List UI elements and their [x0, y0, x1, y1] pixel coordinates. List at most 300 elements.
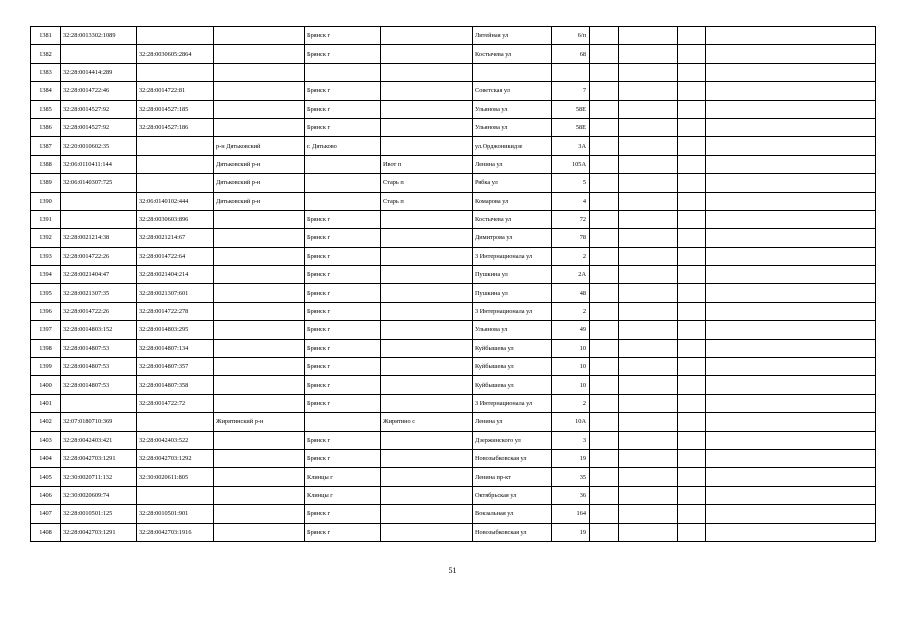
empty-cell	[619, 468, 678, 486]
empty-cell	[706, 413, 876, 431]
empty-cell	[678, 302, 706, 320]
cadastral-number-land: 32:30:0020609:74	[61, 486, 137, 504]
street-cell: Ульянова ул	[473, 100, 552, 118]
street-cell: Октябрьская ул	[473, 486, 552, 504]
settlement-cell	[381, 118, 473, 136]
cadastral-number-building: 32:28:0030605:2864	[137, 45, 214, 63]
settlement-cell	[381, 82, 473, 100]
district-cell: Дятьковский р-н	[214, 174, 305, 192]
table-row	[31, 45, 876, 63]
cadastral-number-land: 32:28:0014807:53	[61, 339, 137, 357]
settlement-cell: Ивот п	[381, 155, 473, 173]
cadastral-number-land: 32:28:0042703:1291	[61, 449, 137, 467]
settlement-cell	[381, 247, 473, 265]
cadastral-number-land: 32:28:0021214:38	[61, 229, 137, 247]
house-cell: 10	[552, 339, 590, 357]
cadastral-number-land: 32:28:0010501:125	[61, 505, 137, 523]
street-cell: Ленина пр-кт	[473, 468, 552, 486]
empty-cell	[706, 523, 876, 541]
empty-cell	[678, 376, 706, 394]
row-number: 1395	[31, 284, 61, 302]
empty-cell	[590, 155, 619, 173]
street-cell: 3 Интернационала ул	[473, 302, 552, 320]
district-cell	[214, 394, 305, 412]
street-cell: Дзержинского ул	[473, 431, 552, 449]
empty-cell	[619, 284, 678, 302]
city-cell: Брянск г	[305, 358, 381, 376]
city-cell: Брянск г	[305, 118, 381, 136]
cadastral-number-building: 32:28:0014807:357	[137, 358, 214, 376]
settlement-cell	[381, 358, 473, 376]
empty-cell	[590, 339, 619, 357]
empty-cell	[678, 284, 706, 302]
empty-cell	[619, 82, 678, 100]
row-number: 1398	[31, 339, 61, 357]
house-cell: 58Е	[552, 118, 590, 136]
empty-cell	[590, 100, 619, 118]
empty-cell	[678, 266, 706, 284]
cadastral-number-building: 32:28:0021404:214	[137, 266, 214, 284]
street-cell: Советская ул	[473, 82, 552, 100]
cadastral-number-land: 32:28:0042703:1291	[61, 523, 137, 541]
empty-cell	[678, 505, 706, 523]
street-cell: Ульянова ул	[473, 321, 552, 339]
house-cell: 68	[552, 45, 590, 63]
empty-cell	[678, 449, 706, 467]
district-cell	[214, 505, 305, 523]
street-cell: 3 Интернационала ул	[473, 394, 552, 412]
cadastral-number-land: 32:28:0014803:152	[61, 321, 137, 339]
cadastral-number-building: 32:30:0020611:805	[137, 468, 214, 486]
street-cell: Куйбышева ул	[473, 358, 552, 376]
street-cell: Куйбышева ул	[473, 339, 552, 357]
empty-cell	[619, 247, 678, 265]
house-cell: 78	[552, 229, 590, 247]
row-number: 1390	[31, 192, 61, 210]
cadastral-number-building: 32:28:0014722:81	[137, 82, 214, 100]
empty-cell	[706, 82, 876, 100]
empty-cell	[590, 118, 619, 136]
house-cell: 2	[552, 302, 590, 320]
street-cell: Костычева ул	[473, 210, 552, 228]
empty-cell	[678, 210, 706, 228]
row-number: 1385	[31, 100, 61, 118]
settlement-cell	[381, 27, 473, 45]
street-cell: Ленина ул	[473, 413, 552, 431]
empty-cell	[678, 63, 706, 81]
city-cell: г. Дятьково	[305, 137, 381, 155]
empty-cell	[590, 523, 619, 541]
district-cell	[214, 27, 305, 45]
empty-cell	[706, 449, 876, 467]
row-number: 1387	[31, 137, 61, 155]
row-number: 1405	[31, 468, 61, 486]
table-row	[31, 339, 876, 357]
house-cell: 3А	[552, 137, 590, 155]
empty-cell	[619, 449, 678, 467]
cadastral-number-land: 32:20:0010602:35	[61, 137, 137, 155]
house-cell: 72	[552, 210, 590, 228]
empty-cell	[590, 174, 619, 192]
city-cell: Брянск г	[305, 266, 381, 284]
empty-cell	[706, 394, 876, 412]
district-cell	[214, 118, 305, 136]
empty-cell	[619, 210, 678, 228]
empty-cell	[619, 63, 678, 81]
cadastral-number-building: 32:28:0014722:64	[137, 247, 214, 265]
empty-cell	[706, 137, 876, 155]
cadastral-number-land: 32:28:0014722:26	[61, 247, 137, 265]
empty-cell	[706, 468, 876, 486]
table-row	[31, 174, 876, 192]
empty-cell	[706, 210, 876, 228]
empty-cell	[590, 376, 619, 394]
city-cell: Брянск г	[305, 100, 381, 118]
settlement-cell	[381, 100, 473, 118]
table-row	[31, 137, 876, 155]
table-body	[31, 27, 876, 542]
empty-cell	[590, 229, 619, 247]
settlement-cell	[381, 45, 473, 63]
empty-cell	[590, 431, 619, 449]
empty-cell	[590, 137, 619, 155]
table-row	[31, 210, 876, 228]
settlement-cell: Старь п	[381, 192, 473, 210]
cadastral-number-land: 32:30:0020711:132	[61, 468, 137, 486]
row-number: 1406	[31, 486, 61, 504]
street-cell: Пушкина ул	[473, 266, 552, 284]
cadastral-number-land	[61, 210, 137, 228]
empty-cell	[706, 302, 876, 320]
district-cell	[214, 486, 305, 504]
settlement-cell	[381, 523, 473, 541]
settlement-cell	[381, 321, 473, 339]
city-cell: Брянск г	[305, 394, 381, 412]
empty-cell	[706, 247, 876, 265]
settlement-cell	[381, 210, 473, 228]
empty-cell	[706, 118, 876, 136]
cadastral-number-land: 32:28:0014527:92	[61, 100, 137, 118]
district-cell	[214, 100, 305, 118]
table-row	[31, 63, 876, 81]
cadastral-number-building	[137, 137, 214, 155]
empty-cell	[678, 468, 706, 486]
empty-cell	[706, 358, 876, 376]
cadastral-number-land	[61, 394, 137, 412]
district-cell	[214, 45, 305, 63]
city-cell: Брянск г	[305, 27, 381, 45]
empty-cell	[590, 449, 619, 467]
house-cell: 49	[552, 321, 590, 339]
city-cell	[305, 174, 381, 192]
cadastral-number-land: 32:28:0014527:92	[61, 118, 137, 136]
city-cell: Брянск г	[305, 339, 381, 357]
cadastral-number-building: 32:28:0042703:1916	[137, 523, 214, 541]
empty-cell	[590, 358, 619, 376]
district-cell	[214, 431, 305, 449]
cadastral-number-land: 32:28:0014807:53	[61, 358, 137, 376]
empty-cell	[706, 155, 876, 173]
table-row	[31, 27, 876, 45]
house-cell: 10	[552, 376, 590, 394]
street-cell: Ленина ул	[473, 155, 552, 173]
empty-cell	[619, 27, 678, 45]
cadastral-number-building: 32:28:0042403:522	[137, 431, 214, 449]
row-number: 1394	[31, 266, 61, 284]
empty-cell	[619, 505, 678, 523]
district-cell: р-н Дятьковский	[214, 137, 305, 155]
empty-cell	[590, 505, 619, 523]
city-cell	[305, 192, 381, 210]
empty-cell	[678, 137, 706, 155]
house-cell: 105А	[552, 155, 590, 173]
district-cell	[214, 229, 305, 247]
empty-cell	[619, 413, 678, 431]
district-cell: Дятьковский р-н	[214, 192, 305, 210]
street-cell: 3 Интернационала ул	[473, 247, 552, 265]
empty-cell	[678, 321, 706, 339]
empty-cell	[706, 431, 876, 449]
table-row	[31, 413, 876, 431]
cadastral-number-building: 32:28:0014722:278	[137, 302, 214, 320]
row-number: 1397	[31, 321, 61, 339]
empty-cell	[619, 266, 678, 284]
settlement-cell	[381, 505, 473, 523]
street-cell: Новозыбковская ул	[473, 449, 552, 467]
row-number: 1399	[31, 358, 61, 376]
empty-cell	[590, 321, 619, 339]
cadastral-number-land: 32:06:0110411:144	[61, 155, 137, 173]
empty-cell	[590, 284, 619, 302]
city-cell: Брянск г	[305, 82, 381, 100]
table-row	[31, 394, 876, 412]
settlement-cell	[381, 137, 473, 155]
empty-cell	[678, 192, 706, 210]
empty-cell	[706, 321, 876, 339]
cadastral-number-land: 32:28:0014414:289	[61, 63, 137, 81]
district-cell: Дятьковский р-н	[214, 155, 305, 173]
house-cell: 36	[552, 486, 590, 504]
cadastral-number-building	[137, 155, 214, 173]
house-cell: 2	[552, 247, 590, 265]
street-cell: Димитрова ул	[473, 229, 552, 247]
settlement-cell: Жирятино с	[381, 413, 473, 431]
district-cell	[214, 339, 305, 357]
house-cell: 3	[552, 431, 590, 449]
city-cell: Брянск г	[305, 523, 381, 541]
table-row	[31, 468, 876, 486]
house-cell: 10А	[552, 413, 590, 431]
settlement-cell	[381, 394, 473, 412]
empty-cell	[619, 118, 678, 136]
table-row	[31, 376, 876, 394]
empty-cell	[619, 302, 678, 320]
row-number: 1388	[31, 155, 61, 173]
empty-cell	[706, 486, 876, 504]
cadastral-number-building	[137, 413, 214, 431]
table-row	[31, 229, 876, 247]
empty-cell	[706, 27, 876, 45]
city-cell: Брянск г	[305, 247, 381, 265]
street-cell: Комарова ул	[473, 192, 552, 210]
city-cell: Брянск г	[305, 302, 381, 320]
cadastral-number-building: 32:28:0042703:1292	[137, 449, 214, 467]
district-cell	[214, 284, 305, 302]
house-cell: 58Е	[552, 100, 590, 118]
cadastral-number-building	[137, 486, 214, 504]
table-row	[31, 449, 876, 467]
settlement-cell	[381, 63, 473, 81]
cadastral-number-building	[137, 63, 214, 81]
street-cell	[473, 63, 552, 81]
district-cell	[214, 358, 305, 376]
street-cell: Вокзальная ул	[473, 505, 552, 523]
settlement-cell	[381, 431, 473, 449]
cadastral-number-building: 32:28:0014527:185	[137, 100, 214, 118]
cadastral-number-building: 32:28:0014527:186	[137, 118, 214, 136]
empty-cell	[590, 302, 619, 320]
empty-cell	[678, 339, 706, 357]
empty-cell	[590, 413, 619, 431]
row-number: 1382	[31, 45, 61, 63]
table-row	[31, 321, 876, 339]
empty-cell	[619, 100, 678, 118]
district-cell	[214, 82, 305, 100]
empty-cell	[619, 45, 678, 63]
empty-cell	[706, 505, 876, 523]
empty-cell	[706, 192, 876, 210]
empty-cell	[678, 358, 706, 376]
cadastral-number-land: 32:07:0180710:369	[61, 413, 137, 431]
table-row	[31, 302, 876, 320]
empty-cell	[678, 431, 706, 449]
city-cell: Брянск г	[305, 210, 381, 228]
empty-cell	[619, 486, 678, 504]
empty-cell	[678, 413, 706, 431]
empty-cell	[706, 45, 876, 63]
empty-cell	[590, 210, 619, 228]
district-cell	[214, 468, 305, 486]
city-cell: Брянск г	[305, 284, 381, 302]
cadastral-number-land: 32:06:0140307:725	[61, 174, 137, 192]
cadastral-number-building: 32:28:0014722:72	[137, 394, 214, 412]
settlement-cell	[381, 339, 473, 357]
empty-cell	[706, 284, 876, 302]
district-cell	[214, 376, 305, 394]
settlement-cell	[381, 302, 473, 320]
table-row	[31, 155, 876, 173]
empty-cell	[619, 321, 678, 339]
empty-cell	[590, 63, 619, 81]
row-number: 1401	[31, 394, 61, 412]
empty-cell	[590, 486, 619, 504]
cadastral-number-land: 32:28:0042403:421	[61, 431, 137, 449]
cadastral-number-land: 32:28:0021404:47	[61, 266, 137, 284]
district-cell	[214, 523, 305, 541]
empty-cell	[619, 431, 678, 449]
table-row	[31, 505, 876, 523]
city-cell: Брянск г	[305, 321, 381, 339]
table-row	[31, 118, 876, 136]
cadastral-number-building: 32:28:0014807:134	[137, 339, 214, 357]
table-row	[31, 266, 876, 284]
district-cell	[214, 210, 305, 228]
empty-cell	[678, 45, 706, 63]
empty-cell	[619, 394, 678, 412]
table-row	[31, 82, 876, 100]
settlement-cell	[381, 376, 473, 394]
empty-cell	[706, 229, 876, 247]
street-cell: Костычева ул	[473, 45, 552, 63]
settlement-cell	[381, 229, 473, 247]
cadastral-number-building	[137, 174, 214, 192]
city-cell: Брянск г	[305, 45, 381, 63]
city-cell: Брянск г	[305, 229, 381, 247]
row-number: 1400	[31, 376, 61, 394]
empty-cell	[590, 192, 619, 210]
empty-cell	[706, 266, 876, 284]
house-cell: 5	[552, 174, 590, 192]
cadastral-number-land	[61, 45, 137, 63]
house-cell: 4	[552, 192, 590, 210]
empty-cell	[619, 137, 678, 155]
settlement-cell: Старь п	[381, 174, 473, 192]
cadastral-number-land: 32:28:0021307:35	[61, 284, 137, 302]
empty-cell	[619, 174, 678, 192]
cadastral-number-land	[61, 192, 137, 210]
row-number: 1408	[31, 523, 61, 541]
house-cell: 2А	[552, 266, 590, 284]
row-number: 1402	[31, 413, 61, 431]
district-cell	[214, 449, 305, 467]
district-cell	[214, 321, 305, 339]
cadastral-number-building: 32:28:0021307:601	[137, 284, 214, 302]
house-cell	[552, 63, 590, 81]
empty-cell	[678, 27, 706, 45]
row-number: 1404	[31, 449, 61, 467]
row-number: 1393	[31, 247, 61, 265]
table-row	[31, 284, 876, 302]
city-cell	[305, 155, 381, 173]
cadastral-number-building: 32:28:0030603:896	[137, 210, 214, 228]
empty-cell	[619, 229, 678, 247]
table-row	[31, 486, 876, 504]
settlement-cell	[381, 266, 473, 284]
district-cell: Жирятинский р-н	[214, 413, 305, 431]
city-cell: Брянск г	[305, 376, 381, 394]
empty-cell	[678, 486, 706, 504]
street-cell: Ульянова ул	[473, 118, 552, 136]
empty-cell	[678, 174, 706, 192]
row-number: 1386	[31, 118, 61, 136]
table-row	[31, 100, 876, 118]
empty-cell	[678, 247, 706, 265]
cadastral-number-building: 32:28:0010501:901	[137, 505, 214, 523]
city-cell	[305, 413, 381, 431]
row-number: 1407	[31, 505, 61, 523]
empty-cell	[590, 468, 619, 486]
row-number: 1383	[31, 63, 61, 81]
empty-cell	[619, 358, 678, 376]
house-cell: 19	[552, 449, 590, 467]
settlement-cell	[381, 486, 473, 504]
row-number: 1396	[31, 302, 61, 320]
district-cell	[214, 247, 305, 265]
cadastral-number-building: 32:28:0021214:67	[137, 229, 214, 247]
house-cell: 35	[552, 468, 590, 486]
row-number: 1389	[31, 174, 61, 192]
empty-cell	[590, 82, 619, 100]
